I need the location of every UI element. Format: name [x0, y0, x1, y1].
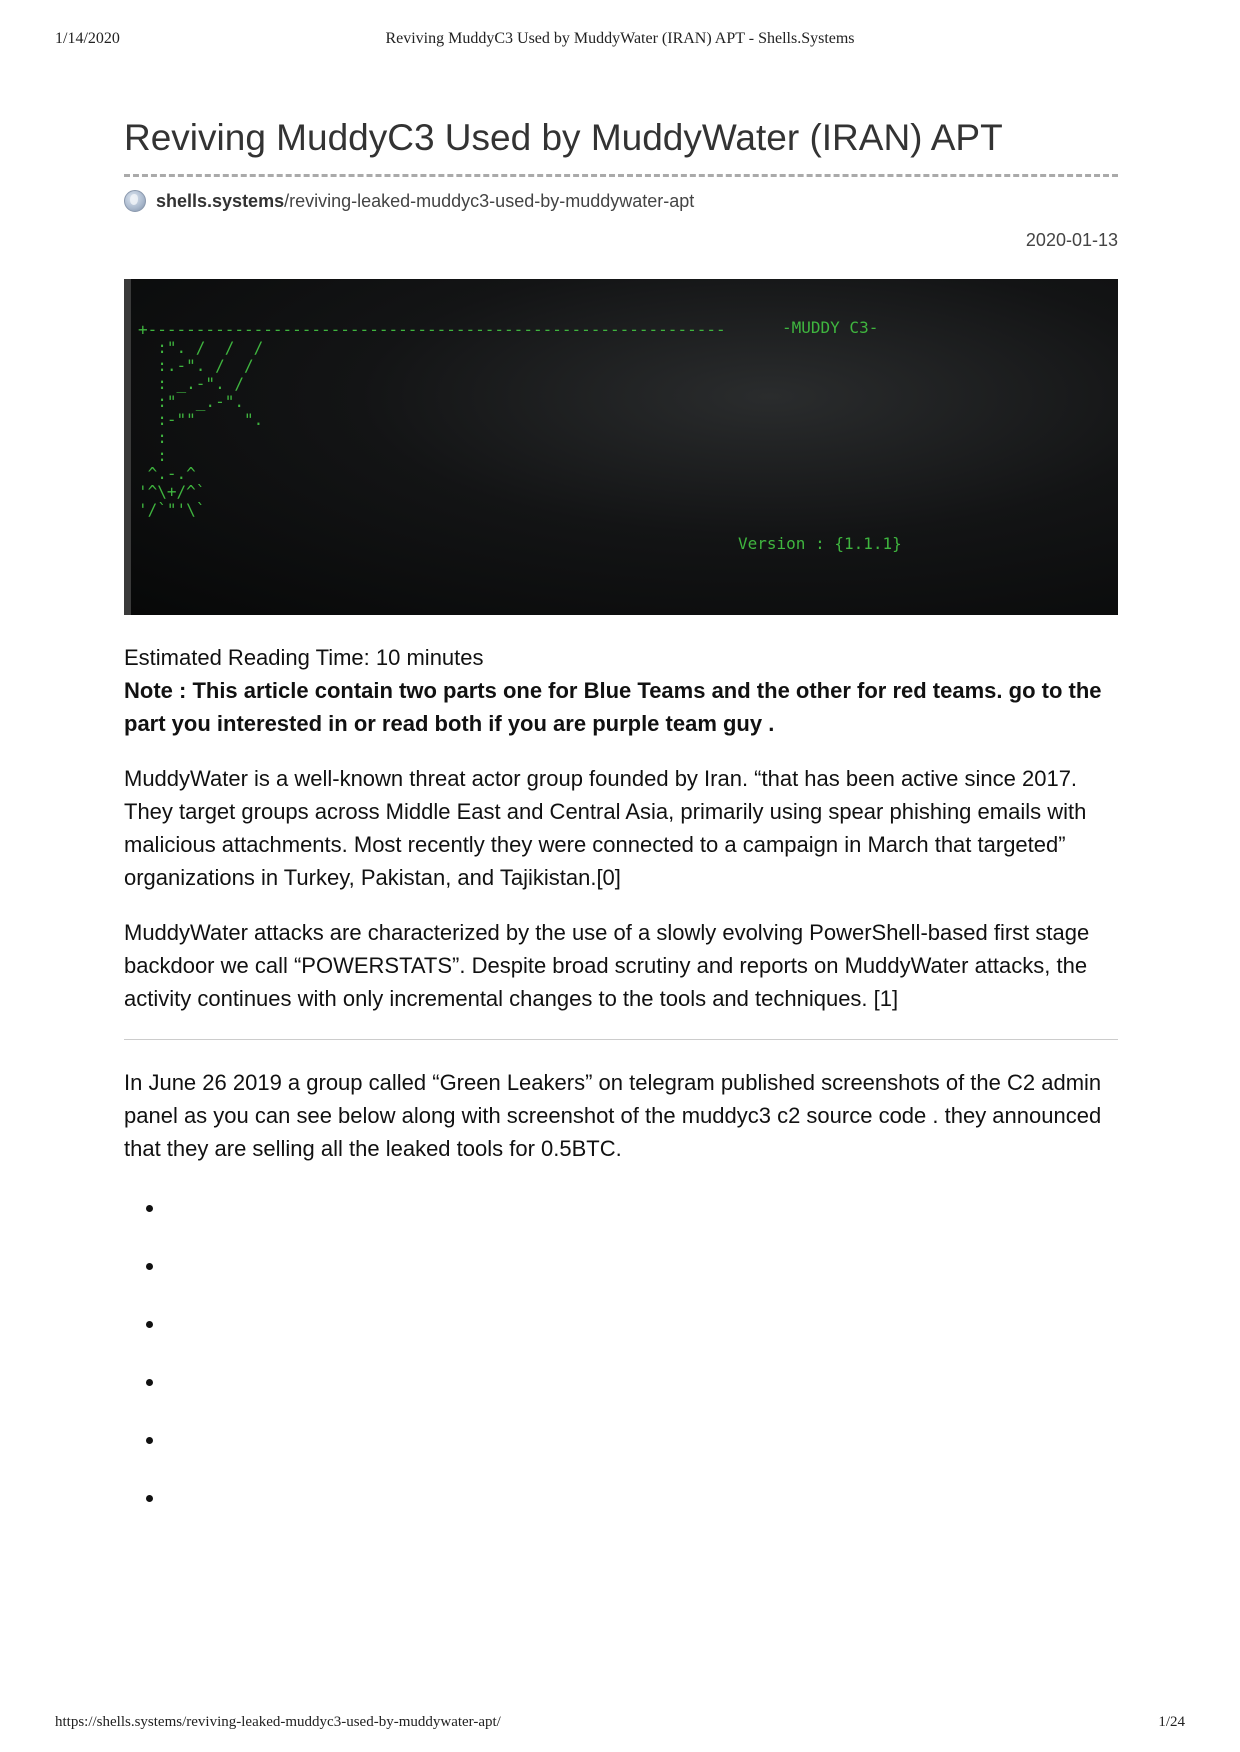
globe-icon	[124, 190, 146, 212]
banner-version: Version : {1.1.1}	[738, 534, 902, 553]
source-line	[124, 187, 1118, 215]
print-footer	[55, 1714, 1185, 1734]
publish-date: 2020-01-13	[1025, 230, 1118, 250]
print-date: 1/14/2020	[55, 30, 120, 47]
image-bullet-list	[124, 1191, 1118, 1539]
article-title: Reviving MuddyC3 Used by MuddyWater (IRAN) APT	[124, 112, 1118, 177]
article	[124, 112, 1118, 1539]
ascii-art: +------------------------------------------------------------ :". / / / :.-". / / : _.-". / :" _.-". :-"" ". : : ^.-.^ '^\+/^` '/`"'\`	[138, 320, 726, 519]
source-path: /reviving-leaked-muddyc3-used-by-muddywater-apt	[284, 191, 695, 211]
list-item	[166, 1191, 1118, 1249]
list-item	[166, 1481, 1118, 1539]
print-header	[55, 30, 1185, 50]
paragraph-3: In June 26 2019 a group called “Green Leakers” on telegram published screenshots of the C2 admin panel as you can see below along with screenshot of the muddyc3 c2 source code . they announced that they are selling all the leaked tools for 0.5BTC.	[124, 1070, 1102, 1161]
page-number: 1/24	[1158, 1714, 1185, 1730]
print-url: https://shells.systems/reviving-leaked-muddyc3-used-by-muddywater-apt/	[55, 1714, 501, 1730]
print-title: Reviving MuddyC3 Used by MuddyWater (IRAN) APT - Shells.Systems	[385, 30, 855, 47]
article-note: Note : This article contain two parts one for Blue Teams and the other for red teams. go to the part you interested in or read both if you are purple team guy .	[124, 678, 1102, 736]
paragraph-1: MuddyWater is a well-known threat actor group founded by Iran. “that has been active since 2017. They target groups across Middle East and Central Asia, primarily using spear phishing emails with malicious attachments. Most recently they were connected to a campaign in March that targeted” organizations in Turkey, Pakistan, and Tajikistan.[0]	[124, 766, 1087, 890]
banner-caption: -MUDDY C3-	[782, 318, 879, 337]
muddyc3-banner-image	[124, 279, 1118, 615]
source-domain: shells.systems	[156, 191, 285, 211]
source-link[interactable]	[156, 187, 694, 215]
list-item	[166, 1249, 1118, 1307]
reading-time: Estimated Reading Time: 10 minutes	[124, 645, 484, 670]
divider	[124, 1039, 1118, 1040]
list-item	[166, 1423, 1118, 1481]
paragraph-2: MuddyWater attacks are characterized by the use of a slowly evolving PowerShell-based first stage backdoor we call “POWERSTATS”. Despite broad scrutiny and reports on MuddyWater attacks, the activity continues with only incremental changes to the tools and techniques. [1]	[124, 920, 1090, 1011]
list-item	[166, 1365, 1118, 1423]
list-item	[166, 1307, 1118, 1365]
